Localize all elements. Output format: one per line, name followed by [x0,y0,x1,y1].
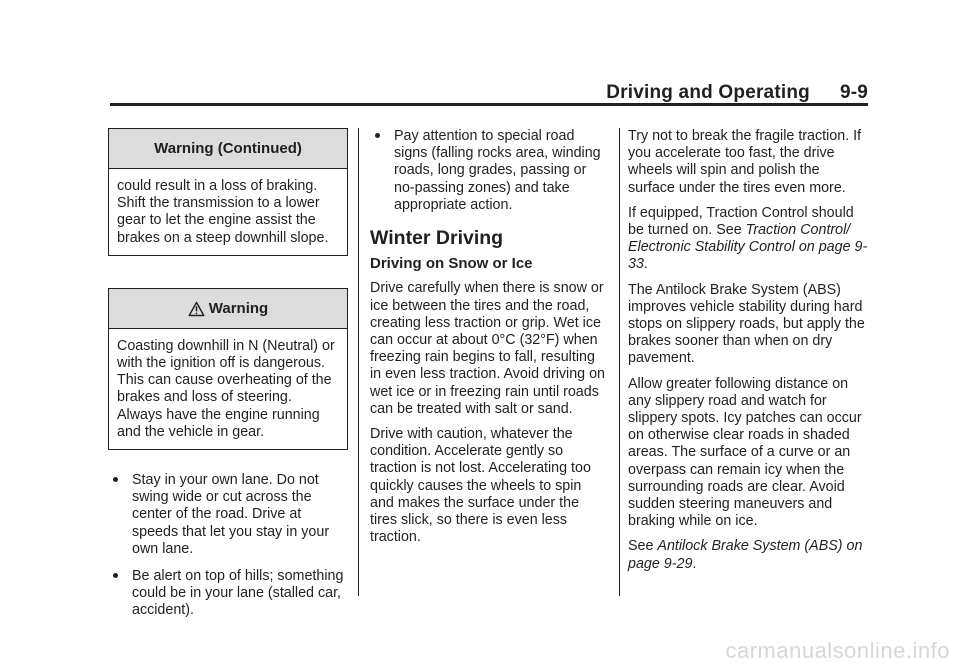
paragraph-text: . [643,256,648,273]
paragraph-text: See [628,538,658,555]
cross-reference-link[interactable]: Antilock Brake System (ABS) on page 9-29 [628,538,863,572]
warning-box [108,288,348,450]
page-header [606,82,868,104]
list-item: Be alert on top of hills; something could be in your lane (stalled car, accident). [108,568,348,620]
warning-continued-title: Warning (Continued) [109,129,347,169]
section-heading: Winter Driving [370,227,504,250]
warning-title [109,289,347,329]
paragraph: Drive carefully when there is snow or ice between the tires and the road, creating less traction or grip. Wet ice can occur at about 0°C (32°F) when freezing rain begins to fall, resulting in even less traction. Avoid driving on wet ice or in freezing rain until roads can be treated with salt or sand. [370,280,605,417]
warning-continued-box [108,128,348,256]
paragraph-text: If equipped, Traction Control should be turned on. See [628,204,854,239]
warning-title-text: Warning [208,299,269,317]
page-number: 9-9 [839,82,868,103]
paragraph: Allow greater following distance on any slippery road and watch for slippery spots. Icy patches can occur on otherwise clear roads in shaded areas. The surface of a curve or an overpass can remain icy when the surrounding roads are clear. Avoid sudden steering maneuvers and braking while on ice. [628,375,862,530]
paragraph-text: . [692,555,697,572]
bullet-list [370,128,608,214]
column-1 [108,128,348,630]
paragraph: The Antilock Brake System (ABS) improves vehicle stability during hard stops on slippery roads, but apply the brakes sooner than when on dry pavement. [628,281,865,367]
bullet-list [108,472,348,620]
watermark: carmanualsonline.info [725,638,950,663]
list-item: Pay attention to special road signs (falling rocks area, winding roads, long grades, passing or no-passing zones) and take appropriate action. [370,128,608,214]
column-divider [619,128,620,596]
column-divider [358,128,359,596]
cross-reference-link[interactable]: Traction Control/ Electronic Stability Control on page 9-33 [628,222,868,273]
column-2 [370,128,608,554]
paragraph: Try not to break the fragile traction. If you accelerate too fast, the drive wheels will spin and polish the surface under the tires even more. [628,128,862,196]
column-3 [628,128,868,581]
paragraph [628,205,868,274]
warning-body: Coasting downhill in N (Neutral) or with the ignition off is dangerous. This can cause overheating of the brakes and loss of steering. Always have the engine running and the vehicle in gear. [117,337,335,440]
paragraph [628,538,868,572]
list-item: Stay in your own lane. Do not swing wide or cut across the center of the road. Drive at speeds that let you stay in your own lane. [108,472,348,558]
section-title: Driving and Operating [606,82,810,103]
warning-triangle-icon [188,301,205,317]
paragraph: Drive with caution, whatever the condition. Accelerate gently so traction is not lost. Accelerating too quickly causes the wheels to spin and makes the surface under the tires slick, so there is even less traction. [370,426,591,546]
subsection-heading: Driving on Snow or Ice [370,255,533,273]
header-rule [110,103,868,106]
warning-continued-body: could result in a loss of braking. Shift the transmission to a lower gear to let the engine assist the brakes on a steep downhill slope. [117,178,329,246]
